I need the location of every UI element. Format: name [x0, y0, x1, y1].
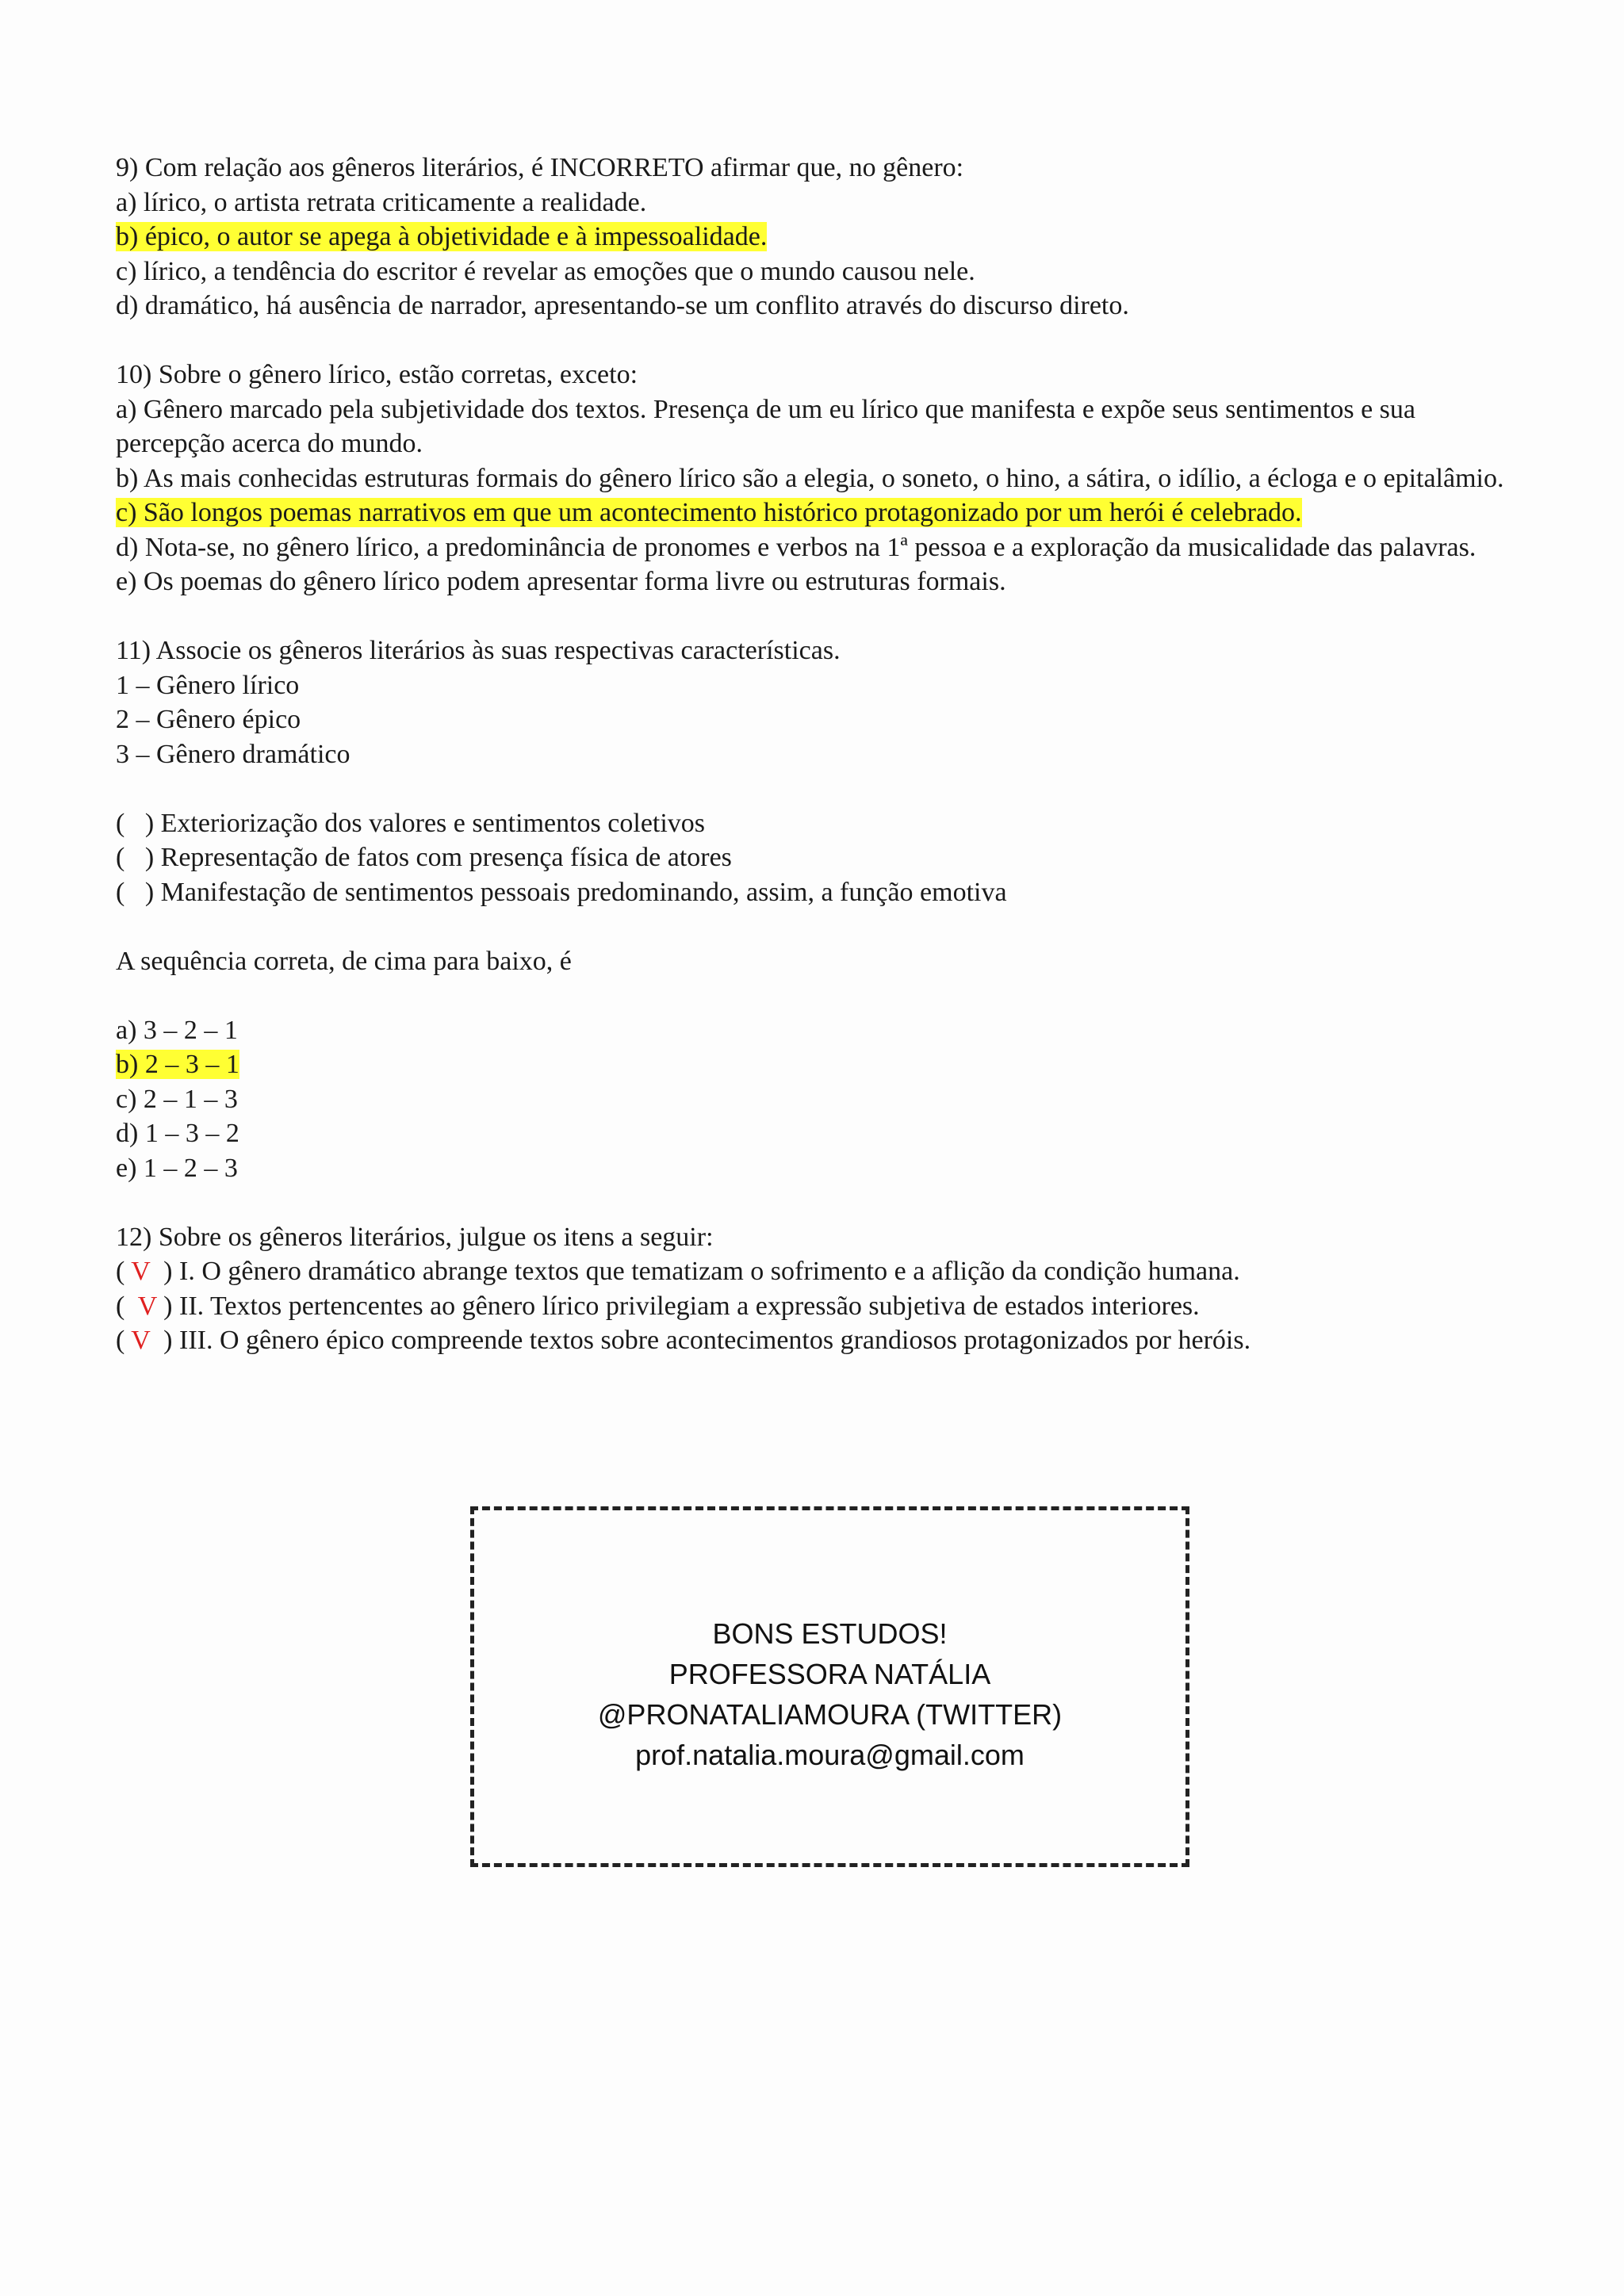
- open-paren: (: [116, 1326, 132, 1355]
- judgement-text: ) I. O gênero dramático abrange textos que tematizam o sofrimento e a aflição da condição humana.: [150, 1257, 1240, 1286]
- question-9-option-c: c) lírico, a tendência do escritor é revelar as emoções que o mundo causou nele.: [116, 256, 975, 286]
- judgement-item-3: [116, 1323, 1519, 1358]
- question-11-stem: 11) Associe os gêneros literários às suas respectivas características.: [116, 636, 841, 665]
- question-11: [116, 633, 1519, 771]
- question-10-option-b: b) As mais conhecidas estruturas formais do gênero lírico são a elegia, o soneto, o hino, a sátira, o idílio, a écloga e o epitalâmio.: [116, 463, 1504, 493]
- footer-greeting: BONS ESTUDOS!: [712, 1617, 948, 1650]
- question-11-option-d: d) 1 – 3 – 2: [116, 1119, 239, 1148]
- question-11-prompt: [116, 944, 1519, 979]
- question-10-option-c-highlighted: c) São longos poemas narrativos em que um acontecimento histórico protagonizado por um herói é celebrado.: [116, 498, 1302, 527]
- question-12-stem: 12) Sobre os gêneros literários, julgue os itens a seguir:: [116, 1222, 714, 1252]
- footer-email: prof.natalia.moura@gmail.com: [635, 1739, 1025, 1771]
- question-9-stem: 9) Com relação aos gêneros literários, é INCORRETO afirmar que, no gênero:: [116, 153, 964, 182]
- association-item-1: ( ) Exteriorização dos valores e sentimentos coletivos: [116, 808, 706, 838]
- footer-text: [474, 1613, 1185, 1775]
- association-item-3: ( ) Manifestação de sentimentos pessoais predominando, assim, a função emotiva: [116, 877, 1007, 907]
- question-11-options: [116, 1013, 1519, 1186]
- question-11-option-e: e) 1 – 2 – 3: [116, 1153, 238, 1183]
- question-10-stem: 10) Sobre o gênero lírico, estão corretas, exceto:: [116, 360, 638, 389]
- question-10: [116, 358, 1519, 599]
- judgement-text: ) III. O gênero épico compreende textos sobre acontecimentos grandiosos protagonizados por heróis.: [150, 1326, 1251, 1355]
- question-10-option-d: d) Nota-se, no gênero lírico, a predominância de pronomes e verbos na 1ª pessoa e a exploração da musicalidade das palavras.: [116, 532, 1477, 562]
- sequence-prompt: A sequência correta, de cima para baixo, é: [116, 946, 572, 976]
- question-9-option-d: d) dramático, há ausência de narrador, apresentando-se um conflito através do discurso direto.: [116, 291, 1129, 320]
- judgement-item-2: [116, 1289, 1519, 1324]
- question-11-option-a: a) 3 – 2 – 1: [116, 1015, 238, 1045]
- association-item-2: ( ) Representação de fatos com presença física de atores: [116, 843, 732, 872]
- true-mark: V: [131, 1326, 151, 1355]
- question-9: [116, 151, 1519, 323]
- true-mark: V: [137, 1291, 157, 1321]
- question-9-option-a: a) lírico, o artista retrata criticamente a realidade.: [116, 187, 647, 217]
- question-11-items: [116, 806, 1519, 910]
- question-10-option-a: a) Gênero marcado pela subjetividade dos textos. Presença de um eu lírico que manifesta e expõe seus sentimentos e sua percepção acerca do mundo.: [116, 394, 1416, 458]
- open-paren: (: [116, 1257, 132, 1286]
- footer-dashed-box: [470, 1506, 1189, 1867]
- question-9-option-b-highlighted: b) épico, o autor se apega à objetividade e à impessoalidade.: [116, 222, 768, 251]
- judgement-text: ) II. Textos pertencentes ao gênero lírico privilegiam a expressão subjetiva de estados interiores.: [156, 1291, 1200, 1321]
- exam-page: [116, 151, 1519, 1392]
- judgement-item-1: [116, 1254, 1519, 1289]
- question-11-option-b-highlighted: b) 2 – 3 – 1: [116, 1050, 239, 1079]
- footer-teacher: PROFESSORA NATÁLIA: [668, 1658, 991, 1690]
- true-mark: V: [131, 1257, 151, 1286]
- footer-twitter-handle: @PRONATALIAMOURA (TWITTER): [597, 1698, 1063, 1731]
- genre-3: 3 – Gênero dramático: [116, 739, 350, 769]
- open-paren: (: [116, 1291, 138, 1321]
- genre-1: 1 – Gênero lírico: [116, 670, 300, 700]
- question-10-option-e: e) Os poemas do gênero lírico podem apresentar forma livre ou estruturas formais.: [116, 567, 1006, 596]
- question-11-option-c: c) 2 – 1 – 3: [116, 1084, 238, 1114]
- genre-2: 2 – Gênero épico: [116, 705, 301, 734]
- question-12: [116, 1220, 1519, 1358]
